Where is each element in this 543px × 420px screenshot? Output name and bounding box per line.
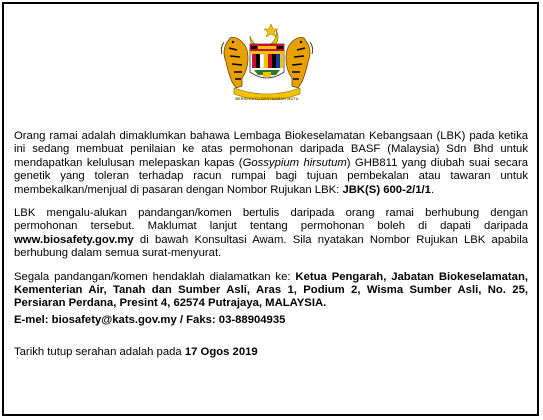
crest-motto: BERSEKUTU BERTAMBAH MUTU <box>235 97 299 101</box>
p1-text-b: ) GHB811 yang diubah suai secara genetik yang toleran terhadap racun rumpai bagi tujuan pembekalan atau tawaran untuk membekalkan/menjual di pasaran dengan Nombor Rujukan LBK: <box>14 156 528 196</box>
species-name: Gossypium hirsutum <box>242 156 347 169</box>
p2-text-a: LBK mengalu-alukan pandangan/komen bertulis daripada orang ramai berhubung dengan permohonan tersebut. Maklumat lanjut tentang permohonan boleh di dapati daripada <box>14 207 528 233</box>
notice-paragraph-1 <box>14 130 528 197</box>
p1-text-a: Orang ramai adalah dimaklumkan bahawa Lembaga Biokeselamatan Kebangsaan (LBK) pada ketika ini sedang membuat penilaian ke atas permohonan daripada BASF (Malaysia) Sdn Bhd untuk mendapatkan kelulusan melepaskan kapas ( <box>14 130 528 169</box>
p3-text-a: Segala pandangan/komen hendaklah dialamatkan ke: <box>14 270 296 283</box>
deadline-text: Tarikh tutup serahan adalah pada <box>14 346 185 359</box>
deadline-line <box>14 346 528 359</box>
deadline-date: 17 Ogos 2019 <box>184 346 258 359</box>
notice-body <box>14 130 528 360</box>
notice-paragraph-3 <box>14 271 528 311</box>
coat-of-arms-logo <box>220 22 314 110</box>
p2-text-b: di bawah Konsultasi Awam. Sila nyatakan Nombor Rujukan LBK apabila berhubung dalam semua surat-menyurat. <box>14 233 528 260</box>
reference-number: JBK(S) 600-2/1/1 <box>342 183 431 196</box>
notice-paragraph-2 <box>14 207 528 261</box>
postal-address: Ketua Pengarah, Jabatan Biokeselamatan, Kementerian Air, Tanah dan Sumber Asli, Aras 1, Podium 2, Wisma Sumber Asli, No. 25, Persiaran Perdana, Presint 4, 62574 Putrajaya, MALAYSIA. <box>14 270 528 310</box>
p1-text-end: . <box>430 183 435 196</box>
contact-line: E-mel: biosafety@kats.gov.my / Faks: 03-88904935 <box>14 313 286 326</box>
coat-of-arms-icon <box>220 22 314 100</box>
website-link[interactable]: www.biosafety.gov.my <box>14 233 134 246</box>
